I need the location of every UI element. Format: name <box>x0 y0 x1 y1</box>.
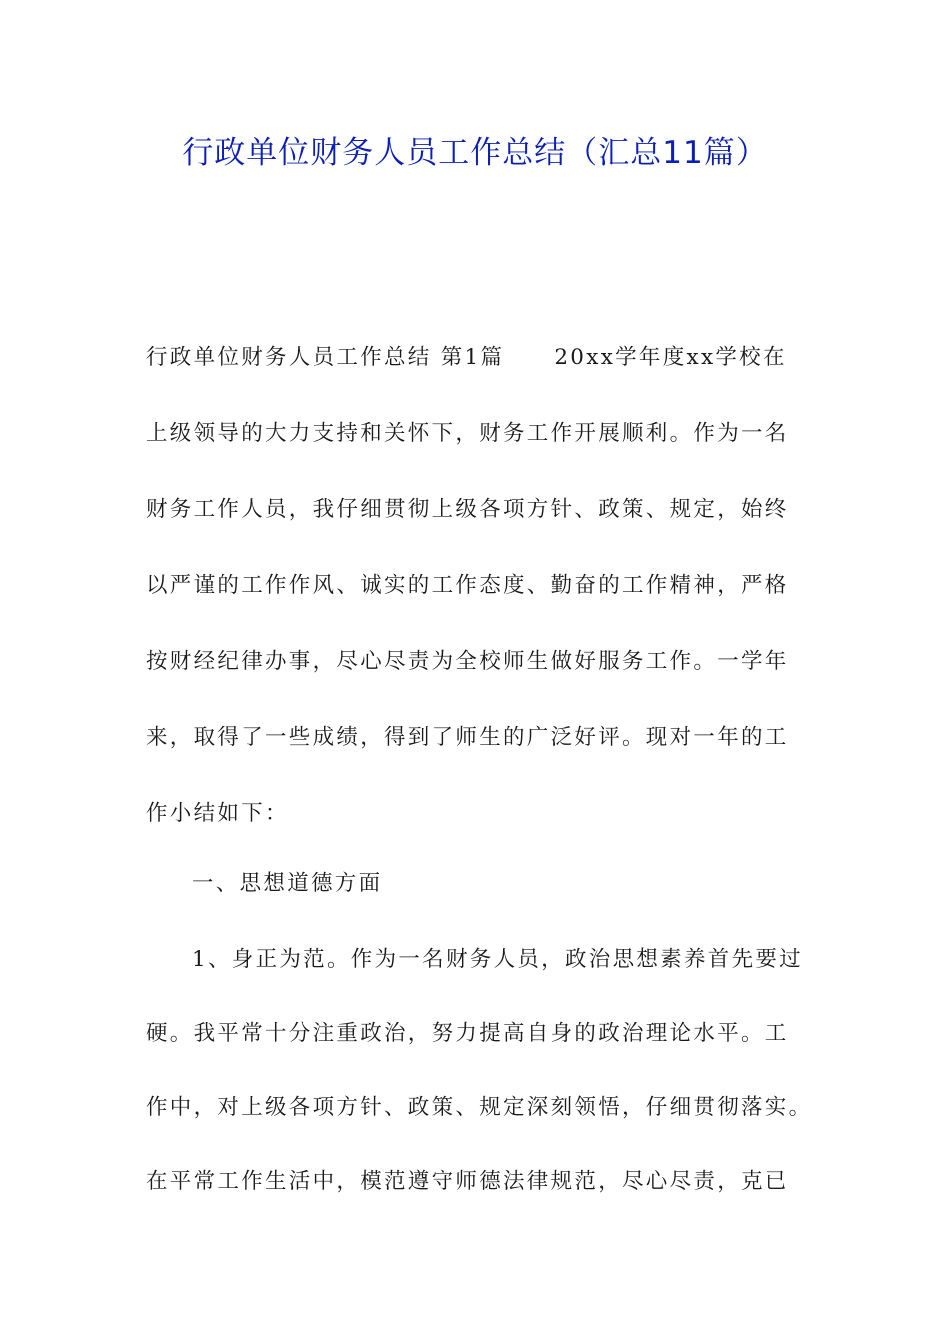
paragraph-line-1 <box>146 338 826 378</box>
paragraph-start: 20xx学年度xx学校在 <box>554 345 787 370</box>
paragraph-line-12: 在平常工作生活中，模范遵守师德法律规范，尽心尽责，克已 <box>146 1169 789 1194</box>
section-heading: 行政单位财务人员工作总结 第1篇 <box>146 345 505 370</box>
paragraph-line-3: 财务工作人员，我仔细贯彻上级各项方针、政策、规定，始终 <box>146 497 789 522</box>
paragraph-line-7: 作小结如下： <box>146 801 289 826</box>
paragraph-line-4: 以严谨的工作作风、诚实的工作态度、勤奋的工作精神，严格 <box>146 573 789 598</box>
subheading-line: 一、思想道德方面 <box>192 871 383 896</box>
document-title: 行政单位财务人员工作总结（汇总11篇） <box>182 135 768 171</box>
paragraph-line-5: 按财经纪律办事，尽心尽责为全校师生做好服务工作。一学年 <box>146 649 789 674</box>
paragraph-line-9: 1、身正为范。作为一名财务人员，政治思想素养首先要过 <box>192 947 803 972</box>
paragraph-line-6: 来，取得了一些成绩，得到了师生的广泛好评。现对一年的工 <box>146 725 789 750</box>
paragraph-line-2: 上级领导的大力支持和关怀下，财务工作开展顺利。作为一名 <box>146 421 789 446</box>
paragraph-line-11: 作中，对上级各项方针、政策、规定深刻领悟，仔细贯彻落实。 <box>146 1095 813 1120</box>
paragraph-line-10: 硬。我平常十分注重政治，努力提高自身的政治理论水平。工 <box>146 1021 789 1046</box>
